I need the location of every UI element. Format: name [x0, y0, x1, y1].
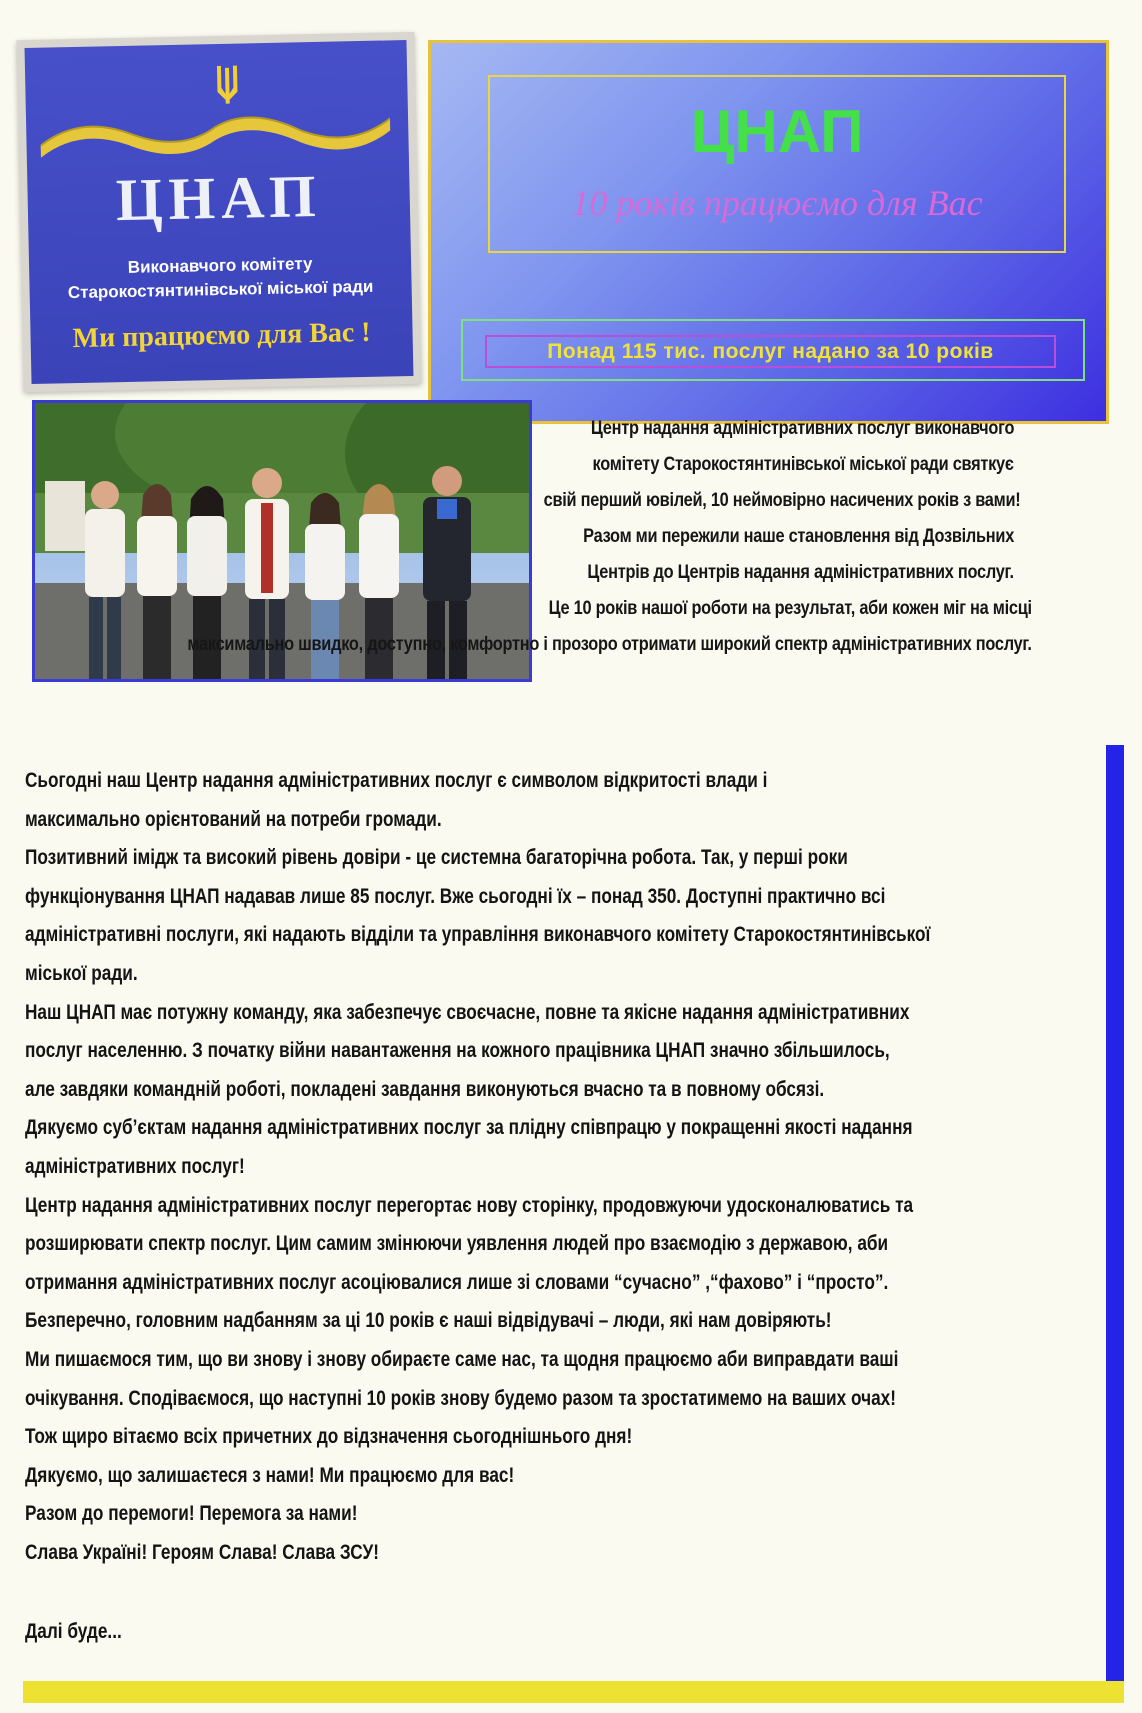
body-line: послуг населенню. З початку війни навантаження на кожного працівника ЦНАП значно збільшилось,	[25, 1039, 890, 1063]
body-line: Дякуємо, що залишаєтеся з нами! Ми працюємо для вас!	[25, 1463, 515, 1487]
trident-icon	[215, 64, 240, 104]
body-line: Слава Україні! Героям Слава! Слава ЗСУ!	[25, 1540, 379, 1564]
promo-tagline: 10 років працюємо для Вас	[571, 183, 983, 223]
body-line: Разом до перемоги! Перемога за нами!	[25, 1502, 358, 1526]
body-line: очікування. Сподіваємося, що наступні 10 років знову будемо разом та зростатимемо на ваших очах!	[25, 1386, 896, 1410]
body-line: Дякуємо суб’єктам надання адміністративних послуг за плідну співпрацю у покращенні якості надання	[25, 1116, 913, 1140]
promo-title-frame	[488, 75, 1066, 253]
promo-counter-frame	[461, 319, 1085, 381]
intro-line: Це 10 років нашої роботи на результат, аби кожен міг на місці	[548, 598, 1032, 619]
team-photo	[32, 400, 532, 682]
bottom-accent-bar	[23, 1681, 1124, 1703]
intro-line: комітету Старокостянтинівської міської ради святкує	[592, 454, 1014, 475]
ribbon-icon	[40, 98, 391, 165]
to-be-continued: Далі буде...	[25, 1620, 122, 1643]
intro-line: Разом ми пережили наше становлення від Дозвільних	[583, 526, 1014, 547]
cnap-sign-photo	[16, 32, 421, 392]
body-line: Сьогодні наш Центр надання адміністративних послуг є символом відкритості влади і	[25, 769, 768, 792]
services-counter: Понад 115 тис. послуг надано за 10 років	[485, 335, 1056, 368]
sign-subtitle-line2: Старокостянтинівської міської ради	[67, 276, 374, 303]
promo-title: ЦНАП	[690, 98, 864, 165]
sign-title: ЦНАП	[115, 162, 323, 234]
body-line: адміністративних послуг!	[25, 1154, 245, 1178]
team-photo-illustration	[35, 403, 529, 679]
body-line: розширювати спектр послуг. Цим самим змінюючи уявлення людей про взаємодію з державою, аби	[25, 1232, 889, 1256]
right-accent-bar	[1106, 745, 1124, 1693]
body-line: Безперечно, головним надбанням за ці 10 років є наші відвідувачі – люди, які нам довіряють!	[25, 1309, 832, 1333]
body-line: Ми пишаємося тим, що ви знову і знову обираєте саме нас, та щодня працюємо аби виправдати ваші	[25, 1347, 899, 1371]
body-line: Наш ЦНАП має потужну команду, яка забезпечує своєчасне, повне та якісне надання адміністративних	[25, 1000, 910, 1024]
sign-subtitle-line1: Виконавчого комітету	[127, 254, 313, 277]
body-line: максимально орієнтований на потреби громади.	[25, 807, 442, 831]
body-line: міської ради.	[25, 961, 138, 985]
intro-line: Центр надання адміністративних послуг виконавчого	[590, 418, 1014, 439]
intro-line: свій перший ювілей, 10 неймовірно насичених років з вами!	[543, 490, 1020, 511]
body-line: Позитивний імідж та високий рівень довіри - це системна багаторічна робота. Так, у перші роки	[25, 846, 848, 870]
promo-panel	[428, 40, 1109, 424]
body-text	[25, 762, 1095, 1572]
body-line: отримання адміністративних послуг асоціювалися лише зі словами “сучасно” ,“фахово” і “просто”.	[25, 1270, 889, 1294]
body-line: але завдяки командній роботі, покладені завдання виконуються вчасно та в повному обсязі.	[25, 1077, 825, 1101]
body-line: Центр надання адміністративних послуг перегортає нову сторінку, продовжуючи удосконалюватись та	[25, 1193, 914, 1217]
intro-line: Центрів до Центрів надання адміністративних послуг.	[587, 562, 1014, 583]
intro-line: максимально швидко, доступно, комфортно і прозоро отримати широкий спектр адміністративних послуг.	[187, 634, 1032, 655]
body-line: Тож щиро вітаємо всіх причетних до відзначення сьогоднішнього дня!	[25, 1425, 633, 1449]
body-line: функціонування ЦНАП надавав лише 85 послуг. Вже сьогодні їх – понад 350. Доступні практично всі	[25, 884, 886, 908]
body-line: адміністративні послуги, які надають відділи та управління виконавчого комітету Старокостянтинівської	[25, 923, 931, 947]
sign-board	[25, 40, 414, 384]
sign-motto: Ми працюємо для Вас !	[72, 316, 371, 355]
